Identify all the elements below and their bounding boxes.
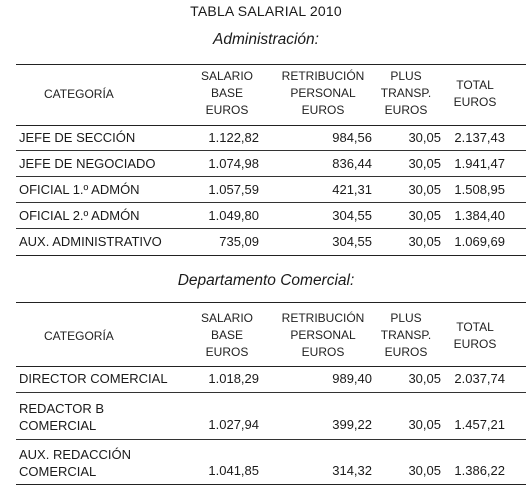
cell-categoria: DIRECTOR COMERCIAL	[19, 371, 168, 386]
cell-salario: 1.074,98	[208, 156, 259, 171]
header-salario-line: BASE	[210, 86, 243, 100]
cell-retribucion: 314,32	[332, 463, 372, 478]
header-plus-line: PLUS	[390, 69, 422, 83]
cell-retribucion: 421,31	[332, 182, 372, 197]
header-retribucion-line: RETRIBUCIÓN	[281, 311, 365, 325]
cell-total: 1.384,40	[454, 208, 505, 223]
cell-categoria: JEFE DE SECCIÓN	[19, 130, 136, 145]
header-categoria: CATEGORÍA	[44, 329, 114, 343]
cell-plus: 30,05	[408, 182, 441, 197]
header-retribucion-line: PERSONAL	[290, 86, 356, 100]
table-top-rule	[16, 302, 526, 303]
row-divider	[16, 202, 526, 203]
cell-plus: 30,05	[408, 371, 441, 386]
cell-total: 1.457,21	[454, 417, 505, 432]
table-bottom-rule	[16, 484, 526, 485]
header-categoria: CATEGORÍA	[44, 87, 114, 101]
header-salario	[186, 68, 268, 119]
cell-plus: 30,05	[408, 156, 441, 171]
header-total-line: TOTAL	[456, 78, 494, 92]
header-bottom-rule	[16, 125, 526, 126]
row-divider	[16, 392, 526, 393]
header-total-line: TOTAL	[456, 320, 494, 334]
cell-categoria-line: AUX. REDACCIÓN	[19, 447, 131, 462]
cell-retribucion: 304,55	[332, 234, 372, 249]
page-title: TABLA SALARIAL 2010	[190, 3, 342, 19]
header-plus	[374, 68, 438, 119]
header-plus-line: EUROS	[384, 103, 428, 117]
cell-categoria: AUX. ADMINISTRATIVO	[19, 234, 162, 249]
header-plus-line: TRANSP.	[380, 328, 432, 342]
header-retribucion	[276, 68, 370, 119]
cell-salario: 735,09	[219, 234, 259, 249]
header-retribucion	[276, 310, 370, 361]
header-plus-line: TRANSP.	[380, 86, 432, 100]
cell-retribucion: 989,40	[332, 371, 372, 386]
row-divider	[16, 228, 526, 229]
header-total-line: EUROS	[453, 337, 497, 351]
header-total-line: EUROS	[453, 95, 497, 109]
row-divider	[16, 439, 526, 440]
section-title-administracion: Administración:	[213, 31, 319, 48]
cell-retribucion: 984,56	[332, 130, 372, 145]
cell-plus: 30,05	[408, 463, 441, 478]
cell-retribucion: 399,22	[332, 417, 372, 432]
cell-categoria: JEFE DE NEGOCIADO	[19, 156, 156, 171]
header-salario	[186, 310, 268, 361]
section-title-comercial: Departamento Comercial:	[177, 272, 355, 289]
cell-plus: 30,05	[408, 130, 441, 145]
cell-retribucion: 304,55	[332, 208, 372, 223]
table-bottom-rule	[16, 255, 526, 256]
header-salario-line: EUROS	[205, 103, 249, 117]
header-total	[444, 319, 506, 353]
cell-categoria-line: COMERCIAL	[19, 464, 97, 479]
cell-salario: 1.018,29	[208, 371, 259, 386]
cell-categoria	[19, 400, 104, 434]
header-retribucion-line: PERSONAL	[290, 328, 356, 342]
header-retribucion-line: RETRIBUCIÓN	[281, 69, 365, 83]
cell-total: 2.037,74	[454, 371, 505, 386]
row-divider	[16, 176, 526, 177]
cell-salario: 1.027,94	[208, 417, 259, 432]
header-plus-line: PLUS	[390, 311, 422, 325]
cell-plus: 30,05	[408, 208, 441, 223]
cell-total: 1.508,95	[454, 182, 505, 197]
cell-salario: 1.049,80	[208, 208, 259, 223]
cell-categoria-line: REDACTOR B	[19, 401, 104, 416]
cell-total: 1.069,69	[454, 234, 505, 249]
cell-plus: 30,05	[408, 234, 441, 249]
row-divider	[16, 150, 526, 151]
header-plus	[374, 310, 438, 361]
cell-total: 1.386,22	[454, 463, 505, 478]
cell-salario: 1.057,59	[208, 182, 259, 197]
cell-salario: 1.122,82	[208, 130, 259, 145]
header-salario-line: EUROS	[205, 345, 249, 359]
cell-salario: 1.041,85	[208, 463, 259, 478]
header-total	[444, 77, 506, 111]
header-retribucion-line: EUROS	[301, 103, 345, 117]
header-salario-line: BASE	[210, 328, 243, 342]
header-plus-line: EUROS	[384, 345, 428, 359]
cell-categoria: OFICIAL 1.º ADMÓN	[19, 182, 140, 197]
table-top-rule	[16, 64, 526, 65]
cell-total: 1.941,47	[454, 156, 505, 171]
header-retribucion-line: EUROS	[301, 345, 345, 359]
cell-categoria: OFICIAL 2.º ADMÓN	[19, 208, 140, 223]
cell-categoria	[19, 446, 131, 480]
cell-total: 2.137,43	[454, 130, 505, 145]
cell-retribucion: 836,44	[332, 156, 372, 171]
header-bottom-rule	[16, 366, 526, 367]
cell-categoria-line: COMERCIAL	[19, 418, 97, 433]
header-salario-line: SALARIO	[200, 311, 254, 325]
header-salario-line: SALARIO	[200, 69, 254, 83]
cell-plus: 30,05	[408, 417, 441, 432]
